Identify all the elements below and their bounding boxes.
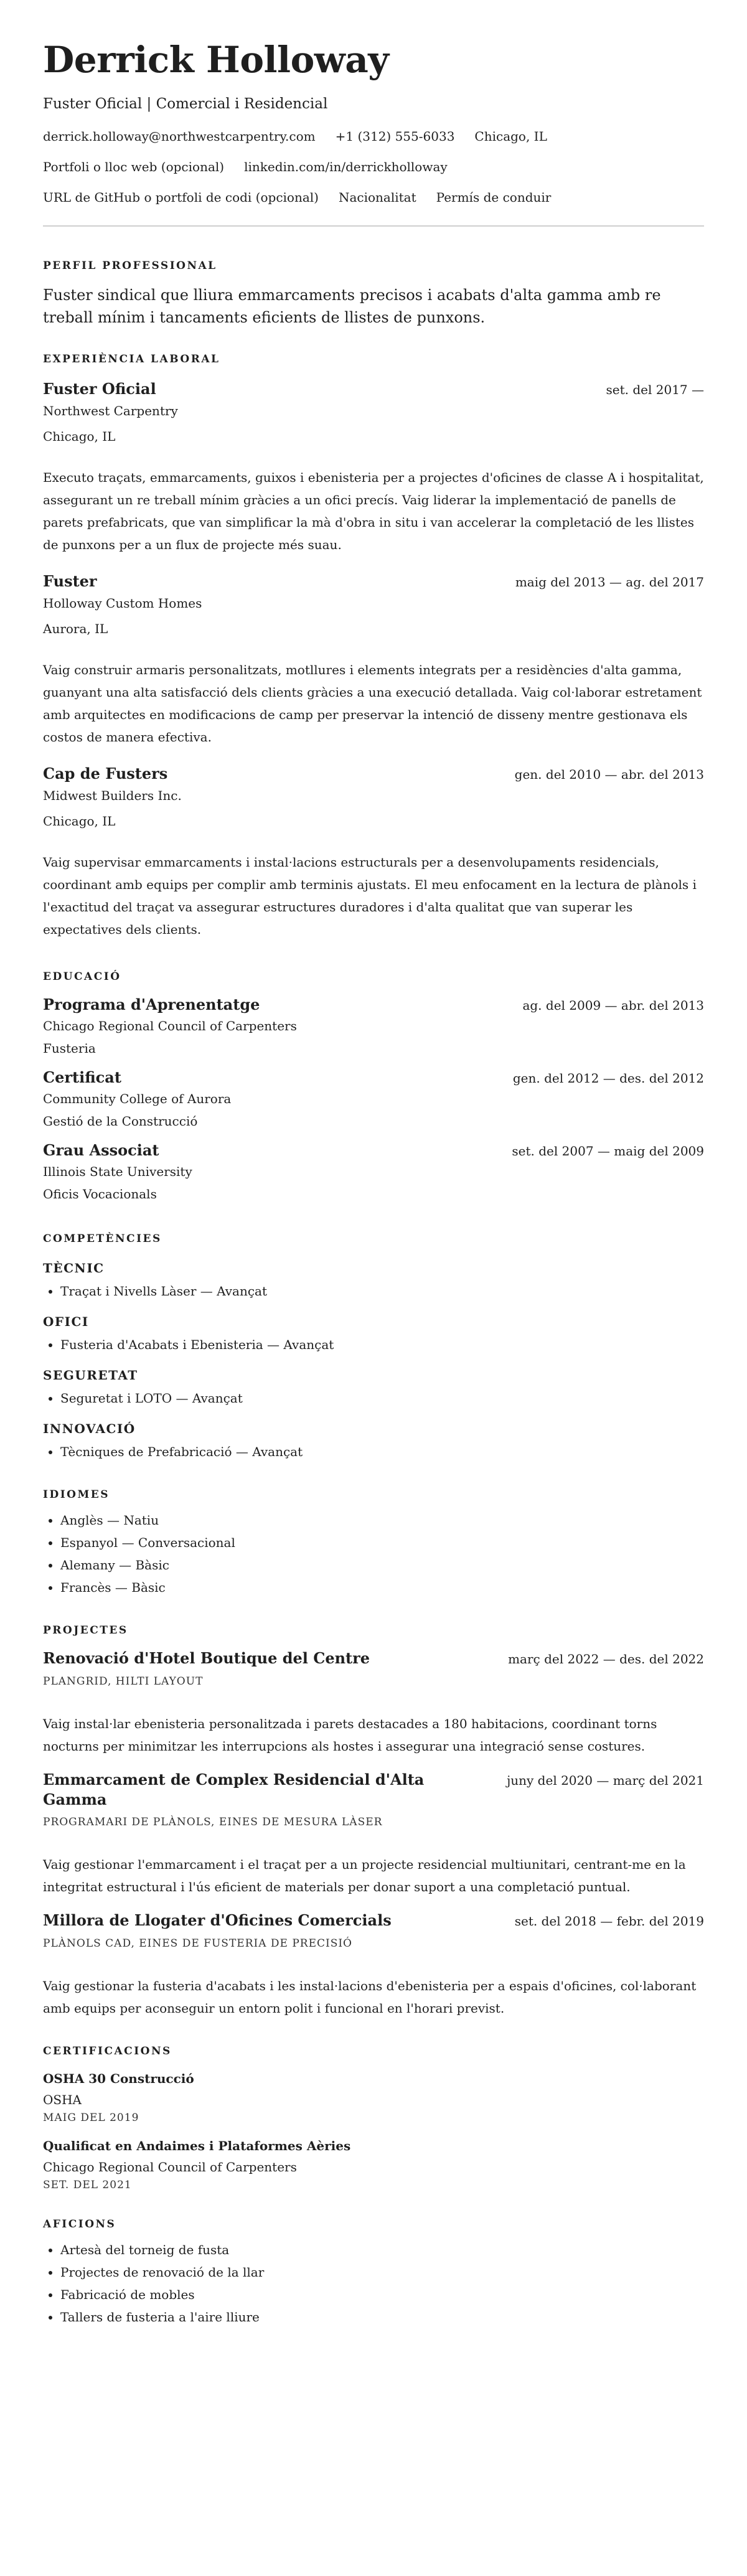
project-entry [43, 1911, 704, 2019]
skill-item: • Fusteria d'Acabats i Ebenisteria — Avançat [60, 1333, 704, 1356]
certification-entry [43, 2138, 704, 2193]
section-title: EDUCACIÓ [43, 971, 121, 983]
summary-section [43, 259, 704, 329]
job-dates: maig del 2013 — ag. del 2017 [515, 575, 704, 590]
skill-item: • Traçat i Nivells Làser — Avançat [60, 1280, 704, 1302]
job-role: Fuster [43, 572, 97, 590]
summary-text: Fuster sindical que lliura emmarcaments precisos i acabats d'alta gamma amb re treball mínim i tancaments eficients de llistes de punxons. [43, 286, 661, 326]
education-dates: gen. del 2012 — des. del 2012 [512, 1071, 704, 1086]
school-name: Community College of Aurora [43, 1091, 232, 1106]
skill-list [43, 1387, 704, 1409]
github-link[interactable]: URL de GitHub o portfoli de codi (opcional) [43, 190, 319, 205]
location: Chicago, IL [474, 129, 547, 144]
contact-row [43, 189, 704, 205]
job-dates: set. del 2017 — [606, 382, 704, 397]
job-role: Fuster Oficial [43, 380, 156, 398]
contact-row [43, 159, 704, 175]
skills-section [43, 1232, 704, 1463]
candidate-name: Derrick Holloway [43, 39, 389, 81]
portfolio-link[interactable]: Portfoli o lloc web (opcional) [43, 159, 225, 174]
linkedin-link[interactable]: linkedin.com/in/derrickholloway [244, 159, 448, 174]
hobby-list [43, 2239, 704, 2328]
skill-category: TÈCNIC [43, 1261, 105, 1276]
job-company: Northwest Carpentry [43, 403, 178, 418]
school-name: Illinois State University [43, 1164, 192, 1179]
certification-date: SET. DEL 2021 [43, 2179, 132, 2191]
skill-list [43, 1333, 704, 1356]
section-title: EXPERIÈNCIA LABORAL [43, 353, 220, 365]
languages-section [43, 1488, 704, 1599]
project-name: Emmarcament de Complex Residencial d'Alta Gamma [43, 1770, 425, 1808]
driving-license: Permís de conduir [436, 190, 552, 205]
job-location: Aurora, IL [43, 621, 108, 636]
job-location: Chicago, IL [43, 429, 116, 444]
certification-issuer: OSHA [43, 2092, 82, 2107]
education-entry [43, 1068, 704, 1129]
field-of-study: Gestió de la Construcció [43, 1114, 198, 1129]
job-description: Vaig construir armaris personalitzats, motllures i elements integrats per a residències d'alta gamma, guanyant una alta satisfacció dels clients gràcies a una execució detallada. Vaig col·laborar estretament amb arquitectes en modificacions de camp per preservar la intenció de disseny mentre gestionava els costos de manera efectiva. [43, 662, 702, 745]
skill-item: • Tècniques de Prefabricació — Avançat [60, 1441, 704, 1463]
language-item: • Espanyol — Conversacional [60, 1531, 704, 1554]
job-company: Midwest Builders Inc. [43, 788, 182, 803]
project-name: Renovació d'Hotel Boutique del Centre [43, 1649, 370, 1667]
project-dates: març del 2022 — des. del 2022 [508, 1652, 704, 1666]
section-title: IDIOMES [43, 1488, 110, 1501]
job-description: Executo traçats, emmarcaments, guixos i ebenisteria per a projectes d'oficines de classe A i hospitalitat, assegurant un re treball mínim gràcies a un ofici precís. Vaig liderar la implementació de panells de parets prefabricats, que van simplificar la mà d'obra in situ i van accelerar la completació de les llistes de punxons per a un flux de projecte més suau. [43, 470, 704, 552]
education-dates: set. del 2007 — maig del 2009 [512, 1144, 704, 1159]
skill-category: OFICI [43, 1314, 89, 1329]
job-dates: gen. del 2010 — abr. del 2013 [514, 767, 704, 782]
certifications-section [43, 2044, 704, 2193]
certification-issuer: Chicago Regional Council of Carpenters [43, 2160, 297, 2174]
email-link[interactable]: derrick.holloway@northwestcarpentry.com [43, 129, 316, 144]
project-tools: PLÀNOLS CAD, EINES DE FUSTERIA DE PRECISIÓ [43, 1937, 352, 1950]
certification-date: MAIG DEL 2019 [43, 2112, 139, 2124]
skill-list [43, 1280, 704, 1302]
project-description: Vaig gestionar la fusteria d'acabats i les instal·lacions d'ebenisteria per a espais d'oficines, col·laborant amb equips per aconseguir un entorn polit i funcional en l'horari previst. [43, 1978, 697, 2016]
degree-name: Programa d'Aprenentatge [43, 995, 260, 1013]
project-entry [43, 1770, 704, 1898]
job-location: Chicago, IL [43, 814, 116, 829]
job-description: Vaig supervisar emmarcaments i instal·lacions estructurals per a desenvolupaments residencials, coordinant amb equips per complir amb terminis ajustats. El meu enfocament en la lectura de plànols i l'exactitud del traçat va assegurar estructures duradores i d'alta qualitat que van superar les expectatives dels clients. [43, 855, 697, 937]
certification-name: OSHA 30 Construcció [43, 2071, 194, 2086]
degree-name: Certificat [43, 1068, 121, 1086]
degree-name: Grau Associat [43, 1141, 159, 1159]
experience-section [43, 352, 704, 941]
education-entry [43, 1140, 704, 1202]
project-entry [43, 1648, 704, 1757]
field-of-study: Oficis Vocacionals [43, 1187, 157, 1201]
header-divider [43, 225, 704, 227]
hobby-item: • Artesà del torneig de fusta [60, 2239, 704, 2261]
project-tools: PROGRAMARI DE PLÀNOLS, EINES DE MESURA LÀSER [43, 1816, 383, 1828]
project-tools: PLANGRID, HILTI LAYOUT [43, 1675, 204, 1688]
language-item: • Francès — Bàsic [60, 1576, 704, 1599]
certification-entry [43, 2071, 704, 2125]
project-dates: set. del 2018 — febr. del 2019 [514, 1914, 704, 1929]
language-item: • Anglès — Natiu [60, 1509, 704, 1531]
nationality: Nacionalitat [338, 190, 416, 205]
skill-list [43, 1441, 704, 1463]
project-description: Vaig gestionar l'emmarcament i el traçat per a un projecte residencial multiunitari, centrant-me en la integritat estructural i l'ús eficient de materials per donar suport a una completació puntual. [43, 1857, 686, 1894]
section-title: PROJECTES [43, 1624, 128, 1637]
phone-number[interactable]: +1 (312) 555-6033 [335, 129, 455, 144]
school-name: Chicago Regional Council of Carpenters [43, 1018, 297, 1033]
hobbies-section [43, 2217, 704, 2328]
skill-category: INNOVACIÓ [43, 1421, 136, 1436]
section-title: PERFIL PROFESSIONAL [43, 260, 217, 272]
project-description: Vaig instal·lar ebenisteria personalitzada i parets destacades a 180 habitacions, coordinant torns nocturns per minimitzar les interrupcions als hostes i assegurar una integració sense costures. [43, 1716, 657, 1754]
language-item: • Alemany — Bàsic [60, 1554, 704, 1576]
education-section [43, 970, 704, 1202]
experience-entry [43, 764, 704, 941]
certification-name: Qualificat en Andaimes i Plataformes Aèries [43, 2138, 351, 2153]
education-entry [43, 995, 704, 1056]
section-title: AFICIONS [43, 2218, 116, 2230]
education-dates: ag. del 2009 — abr. del 2013 [522, 998, 704, 1013]
skill-category: SEGURETAT [43, 1368, 138, 1383]
field-of-study: Fusteria [43, 1041, 96, 1056]
contact-row [43, 128, 704, 144]
projects-section [43, 1624, 704, 2019]
language-list [43, 1509, 704, 1599]
job-company: Holloway Custom Homes [43, 596, 202, 611]
resume-header [43, 39, 704, 205]
hobby-item: • Tallers de fusteria a l'aire lliure [60, 2306, 704, 2328]
project-name: Millora de Llogater d'Oficines Comercials [43, 1911, 392, 1929]
section-title: COMPETÈNCIES [43, 1233, 162, 1245]
section-title: CERTIFICACIONS [43, 2045, 172, 2057]
job-role: Cap de Fusters [43, 764, 168, 783]
hobby-item: • Projectes de renovació de la llar [60, 2261, 704, 2283]
candidate-title: Fuster Oficial | Comercial i Residencial [43, 96, 328, 112]
hobby-item: • Fabricació de mobles [60, 2283, 704, 2306]
experience-entry [43, 571, 704, 748]
skill-item: • Seguretat i LOTO — Avançat [60, 1387, 704, 1409]
experience-entry [43, 379, 704, 556]
project-dates: juny del 2020 — març del 2021 [507, 1773, 704, 1788]
